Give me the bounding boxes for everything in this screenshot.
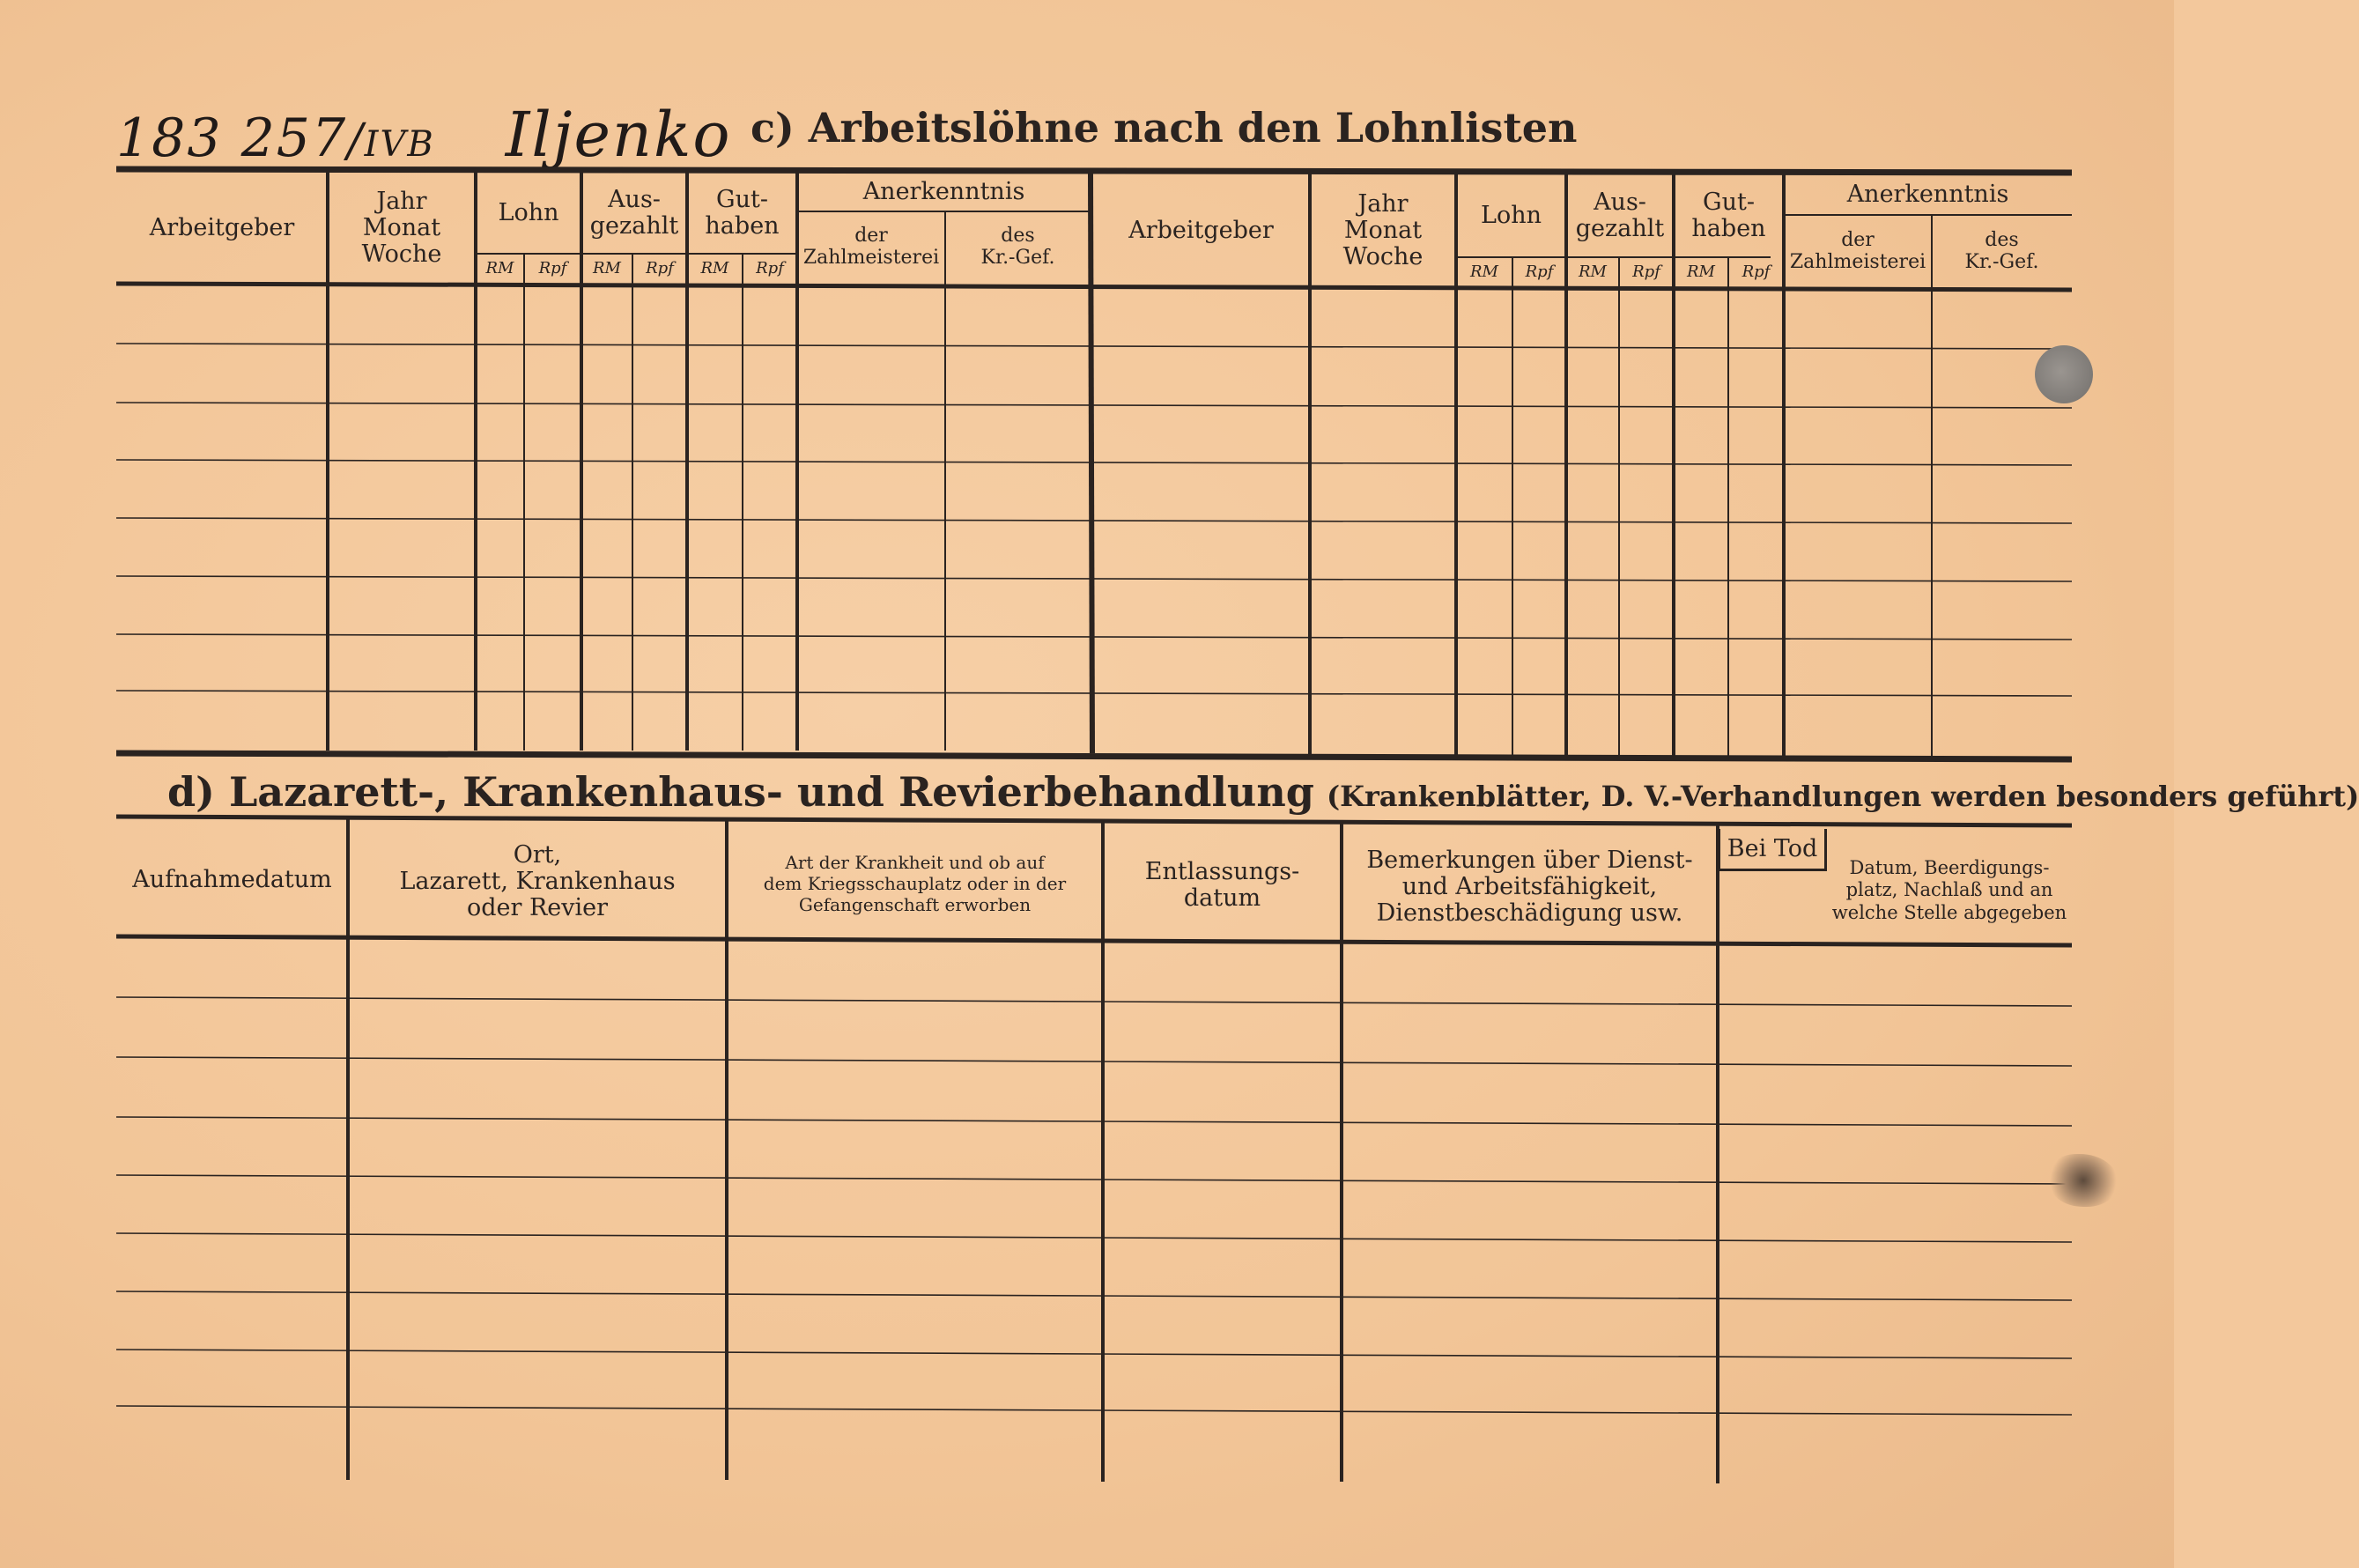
header-arbeitgeber: Arbeitgeber: [149, 213, 295, 241]
header-der-zahlmeisterei: der Zahlmeisterei: [802, 225, 940, 269]
header-ausgezahlt-2: Aus- gezahlt: [1575, 188, 1665, 242]
header-arbeitgeber-2: Arbeitgeber: [1128, 216, 1274, 244]
header-guthaben-2: Gut- haben: [1691, 188, 1766, 242]
header-des-kr-gef: des Kr.-Gef.: [980, 225, 1055, 269]
unit-rm: RM: [485, 259, 514, 277]
header-des-kr-gef-2: des Kr.-Gef.: [1964, 229, 2039, 273]
unit-rm: RM: [1579, 263, 1607, 281]
header-krankheit: Art der Krankheit und ob auf dem Kriegsschauplatz oder in der Gefangenschaft erworben: [763, 852, 1067, 915]
unit-rm: RM: [593, 259, 621, 277]
header-jahr-monat-woche: Jahr Monat Woche: [361, 187, 442, 269]
prisoner-number: 183 257: [116, 107, 348, 169]
section-d-title: [167, 768, 2359, 816]
header-jahr-monat-woche-2: Jahr Monat Woche: [1342, 189, 1424, 271]
unit-rm: RM: [1470, 263, 1498, 281]
unit-rm: RM: [700, 259, 729, 277]
unit-rpf: Rpf: [1632, 263, 1660, 281]
section-c-title: c) Arbeitslöhne nach den Lohnlisten: [751, 104, 1578, 152]
header-ausgezahlt: Aus- gezahlt: [589, 185, 679, 240]
header-datum-beerdigung: Datum, Beerdigungs- platz, Nachlaß und an welche Stelle abgegeben: [1831, 857, 2067, 923]
unit-rpf: Rpf: [756, 259, 784, 277]
punch-hole: [2035, 345, 2093, 403]
header-entlassungsdatum: Entlassungs- datum: [1144, 857, 1300, 912]
header-guthaben: Gut- haben: [705, 185, 780, 240]
header-lohn-2: Lohn: [1481, 201, 1542, 229]
number-separator: /: [347, 115, 365, 167]
unit-rpf: Rpf: [538, 259, 567, 277]
header-anerkenntnis-2: Anerkenntnis: [1846, 180, 2009, 208]
camp-suffix: IVB: [364, 124, 435, 165]
header-ort: Ort, Lazarett, Krankenhaus oder Revier: [399, 840, 676, 922]
header-lohn: Lohn: [498, 198, 559, 226]
unit-rm: RM: [1687, 263, 1715, 281]
section-d-subtitle: (Krankenblätter, D. V.-Verhandlungen werden besonders geführt): [1326, 780, 2359, 813]
header-aufnahmedatum: Aufnahmedatum: [132, 865, 332, 893]
unit-rpf: Rpf: [1742, 263, 1771, 281]
header-bemerkungen: Bemerkungen über Dienst- und Arbeitsfähigkeit, Dienstbeschädigung usw.: [1366, 846, 1693, 928]
prisoner-name: Iljenko: [505, 99, 732, 171]
unit-rpf: Rpf: [1525, 263, 1554, 281]
header-der-zahlmeisterei-2: der Zahlmeisterei: [1789, 229, 1926, 273]
header-anerkenntnis: Anerkenntnis: [862, 177, 1025, 205]
unit-rpf: Rpf: [646, 259, 674, 277]
section-d-heading: d) Lazarett-, Krankenhaus- und Revierbehandlung: [167, 768, 1314, 816]
header-bei-tod: Bei Tod: [1718, 829, 1827, 871]
